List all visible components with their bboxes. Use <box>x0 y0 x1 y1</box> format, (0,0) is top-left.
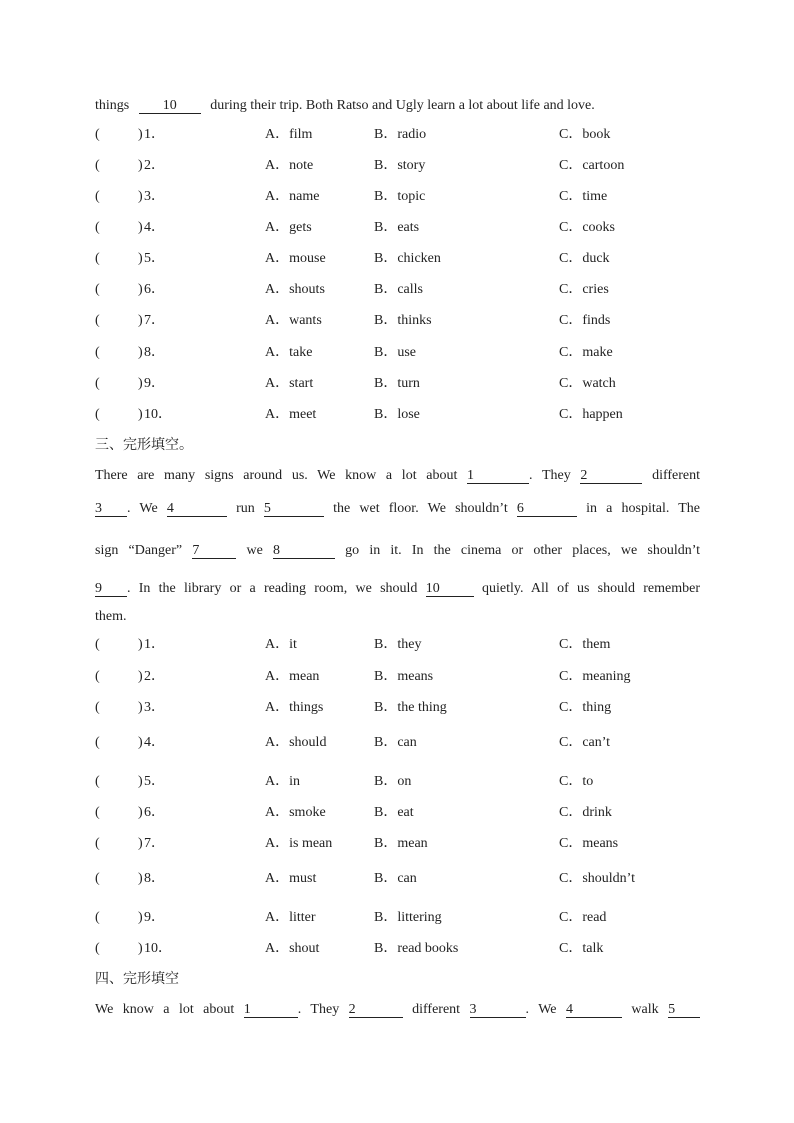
option-b: B．turn <box>374 376 420 391</box>
blank-9: 9 <box>95 581 127 597</box>
section3-passage-line4 <box>95 580 700 598</box>
option-b: B．the thing <box>374 700 447 715</box>
answer-paren-close: ) <box>138 700 143 715</box>
blank-3: 3 <box>470 1002 526 1018</box>
question-row <box>95 219 700 237</box>
option-b: B．use <box>374 345 416 360</box>
question-row <box>95 835 700 853</box>
section3-passage-line1 <box>95 467 700 485</box>
option-b: B．story <box>374 158 426 173</box>
option-a: A．must <box>265 871 317 886</box>
section3-passage-line3 <box>95 542 700 560</box>
option-c: C．book <box>559 127 611 142</box>
option-b: B．radio <box>374 127 427 142</box>
option-a: A．things <box>265 700 324 715</box>
answer-paren-open: ( <box>95 189 100 204</box>
option-c: C．read <box>559 910 607 925</box>
option-a: A．gets <box>265 220 312 235</box>
passage-text: sign “Danger” <box>95 543 183 558</box>
answer-paren-open: ( <box>95 158 100 173</box>
passage-text: . We <box>127 501 158 516</box>
question-number: 7． <box>144 836 165 851</box>
option-c: C．them <box>559 637 611 652</box>
option-a: A．name <box>265 189 320 204</box>
answer-paren-open: ( <box>95 871 100 886</box>
question-row <box>95 734 700 752</box>
question-number: 6． <box>144 805 165 820</box>
blank-8: 8 <box>273 543 335 559</box>
option-a: A．should <box>265 735 327 750</box>
question-number: 3． <box>144 189 165 204</box>
question-row <box>95 375 700 393</box>
option-a: A．wants <box>265 313 322 328</box>
intro-text-before: things <box>95 98 130 113</box>
question-row <box>95 940 700 958</box>
answer-paren-close: ) <box>138 282 143 297</box>
option-a: A．meet <box>265 407 317 422</box>
intro-text-after: during their trip. Both Ratso and Ugly learn a lot about life and love. <box>210 98 595 113</box>
question-row <box>95 804 700 822</box>
option-c: C．shouldn’t <box>559 871 635 886</box>
question-number: 10． <box>144 407 172 422</box>
answer-paren-close: ) <box>138 805 143 820</box>
option-c: C．thing <box>559 700 612 715</box>
option-b: B．on <box>374 774 412 789</box>
option-b: B．eat <box>374 805 414 820</box>
option-a: A．it <box>265 637 297 652</box>
option-c: C．cartoon <box>559 158 625 173</box>
question-number: 5． <box>144 251 165 266</box>
answer-paren-open: ( <box>95 282 100 297</box>
answer-paren-open: ( <box>95 313 100 328</box>
question-row <box>95 636 700 654</box>
option-b: B．calls <box>374 282 423 297</box>
option-b: B．littering <box>374 910 442 925</box>
passage-text: go in it. In the cinema or other places, we shouldn’t <box>345 543 701 558</box>
passage-text: walk <box>631 1002 659 1017</box>
blank-4: 4 <box>566 1002 622 1018</box>
answer-paren-close: ) <box>138 735 143 750</box>
answer-paren-close: ) <box>138 127 143 142</box>
passage-text: run <box>236 501 255 516</box>
question-row <box>95 406 700 424</box>
option-c: C．means <box>559 836 619 851</box>
question-number: 10． <box>144 941 172 956</box>
answer-paren-close: ) <box>138 220 143 235</box>
answer-paren-open: ( <box>95 376 100 391</box>
passage-text: different <box>652 468 701 483</box>
blank-1: 1 <box>244 1002 298 1018</box>
option-b: B．lose <box>374 407 420 422</box>
passage-text: in a hospital. The <box>586 501 701 516</box>
question-row <box>95 157 700 175</box>
option-c: C．duck <box>559 251 610 266</box>
answer-paren-open: ( <box>95 700 100 715</box>
passage-text: the wet floor. We shouldn’t <box>333 501 508 516</box>
answer-paren-open: ( <box>95 774 100 789</box>
answer-paren-open: ( <box>95 836 100 851</box>
answer-paren-close: ) <box>138 774 143 789</box>
option-c: C．finds <box>559 313 611 328</box>
answer-paren-close: ) <box>138 637 143 652</box>
passage-text: we <box>246 543 263 558</box>
question-row <box>95 312 700 330</box>
question-row <box>95 344 700 362</box>
option-a: A．shout <box>265 941 320 956</box>
option-b: B．topic <box>374 189 426 204</box>
option-b: B．they <box>374 637 422 652</box>
option-c: C．cooks <box>559 220 615 235</box>
answer-paren-open: ( <box>95 910 100 925</box>
question-number: 1． <box>144 637 165 652</box>
answer-paren-close: ) <box>138 669 143 684</box>
answer-paren-close: ) <box>138 158 143 173</box>
question-number: 4． <box>144 220 165 235</box>
passage-text: . We <box>525 1002 557 1017</box>
option-a: A．take <box>265 345 313 360</box>
blank-4: 4 <box>167 501 227 517</box>
answer-paren-close: ) <box>138 251 143 266</box>
question-number: 2． <box>144 158 165 173</box>
question-number: 7． <box>144 313 165 328</box>
passage-text: We know a lot about <box>95 1002 235 1017</box>
passage-text: quietly. All of us should remember <box>481 581 701 596</box>
blank-2: 2 <box>580 468 642 484</box>
question-row <box>95 188 700 206</box>
question-row <box>95 773 700 791</box>
option-a: A．mouse <box>265 251 326 266</box>
section3-heading: 三、完形填空。 <box>95 437 193 453</box>
option-a: A．start <box>265 376 314 391</box>
question-number: 8． <box>144 871 165 886</box>
blank-6: 6 <box>517 501 577 517</box>
question-number: 9． <box>144 376 165 391</box>
answer-paren-close: ) <box>138 313 143 328</box>
question-number: 5． <box>144 774 165 789</box>
option-c: C．cries <box>559 282 609 297</box>
option-c: C．watch <box>559 376 616 391</box>
option-a: A．is mean <box>265 836 333 851</box>
option-b: B．can <box>374 871 417 886</box>
section4-passage-line1 <box>95 1001 700 1019</box>
answer-paren-open: ( <box>95 669 100 684</box>
blank-10: 10 <box>139 98 201 114</box>
answer-paren-close: ) <box>138 407 143 422</box>
option-a: A．smoke <box>265 805 326 820</box>
question-row <box>95 126 700 144</box>
answer-paren-open: ( <box>95 941 100 956</box>
option-c: C．talk <box>559 941 604 956</box>
option-b: B．thinks <box>374 313 432 328</box>
blank-5: 5 <box>668 1002 700 1018</box>
option-a: A．in <box>265 774 300 789</box>
answer-paren-close: ) <box>138 941 143 956</box>
option-a: A．film <box>265 127 313 142</box>
answer-paren-open: ( <box>95 127 100 142</box>
blank-10: 10 <box>426 581 474 597</box>
blank-1: 1 <box>467 468 529 484</box>
blank-3: 3 <box>95 501 127 517</box>
answer-paren-open: ( <box>95 345 100 360</box>
answer-paren-close: ) <box>138 189 143 204</box>
option-c: C．can’t <box>559 735 611 750</box>
question-number: 8． <box>144 345 165 360</box>
answer-paren-open: ( <box>95 220 100 235</box>
option-c: C．make <box>559 345 613 360</box>
question-row <box>95 870 700 888</box>
option-c: C．happen <box>559 407 623 422</box>
question-row <box>95 909 700 927</box>
option-c: C．drink <box>559 805 612 820</box>
question-row <box>95 668 700 686</box>
section3-passage-line5: them. <box>95 609 127 624</box>
answer-paren-close: ) <box>138 871 143 886</box>
question-number: 4． <box>144 735 165 750</box>
answer-paren-close: ) <box>138 376 143 391</box>
blank-5: 5 <box>264 501 324 517</box>
option-a: A．note <box>265 158 314 173</box>
answer-paren-open: ( <box>95 251 100 266</box>
option-a: A．mean <box>265 669 320 684</box>
question-number: 6． <box>144 282 165 297</box>
section3-passage-line2 <box>95 500 700 518</box>
intro-line <box>95 97 700 115</box>
answer-paren-close: ) <box>138 345 143 360</box>
section4-heading: 四、完形填空 <box>95 971 179 987</box>
question-row <box>95 250 700 268</box>
passage-text: different <box>412 1002 461 1017</box>
answer-paren-open: ( <box>95 805 100 820</box>
option-a: A．litter <box>265 910 316 925</box>
passage-text: . They <box>297 1002 340 1017</box>
passage-text: . They <box>529 468 571 483</box>
option-b: B．read books <box>374 941 459 956</box>
option-b: B．mean <box>374 836 428 851</box>
answer-paren-open: ( <box>95 735 100 750</box>
option-c: C．time <box>559 189 608 204</box>
answer-paren-open: ( <box>95 407 100 422</box>
blank-7: 7 <box>192 543 236 559</box>
question-number: 2． <box>144 669 165 684</box>
blank-2: 2 <box>349 1002 403 1018</box>
answer-paren-open: ( <box>95 637 100 652</box>
answer-paren-close: ) <box>138 836 143 851</box>
option-c: C．meaning <box>559 669 631 684</box>
option-b: B．eats <box>374 220 420 235</box>
option-a: A．shouts <box>265 282 325 297</box>
question-row <box>95 699 700 717</box>
question-number: 1． <box>144 127 165 142</box>
option-b: B．means <box>374 669 434 684</box>
passage-text: There are many signs around us. We know a lot about <box>95 468 458 483</box>
passage-text: . In the library or a reading room, we should <box>127 581 418 596</box>
option-b: B．chicken <box>374 251 441 266</box>
question-row <box>95 281 700 299</box>
option-b: B．can <box>374 735 417 750</box>
question-number: 3． <box>144 700 165 715</box>
option-c: C．to <box>559 774 594 789</box>
answer-paren-close: ) <box>138 910 143 925</box>
question-number: 9． <box>144 910 165 925</box>
